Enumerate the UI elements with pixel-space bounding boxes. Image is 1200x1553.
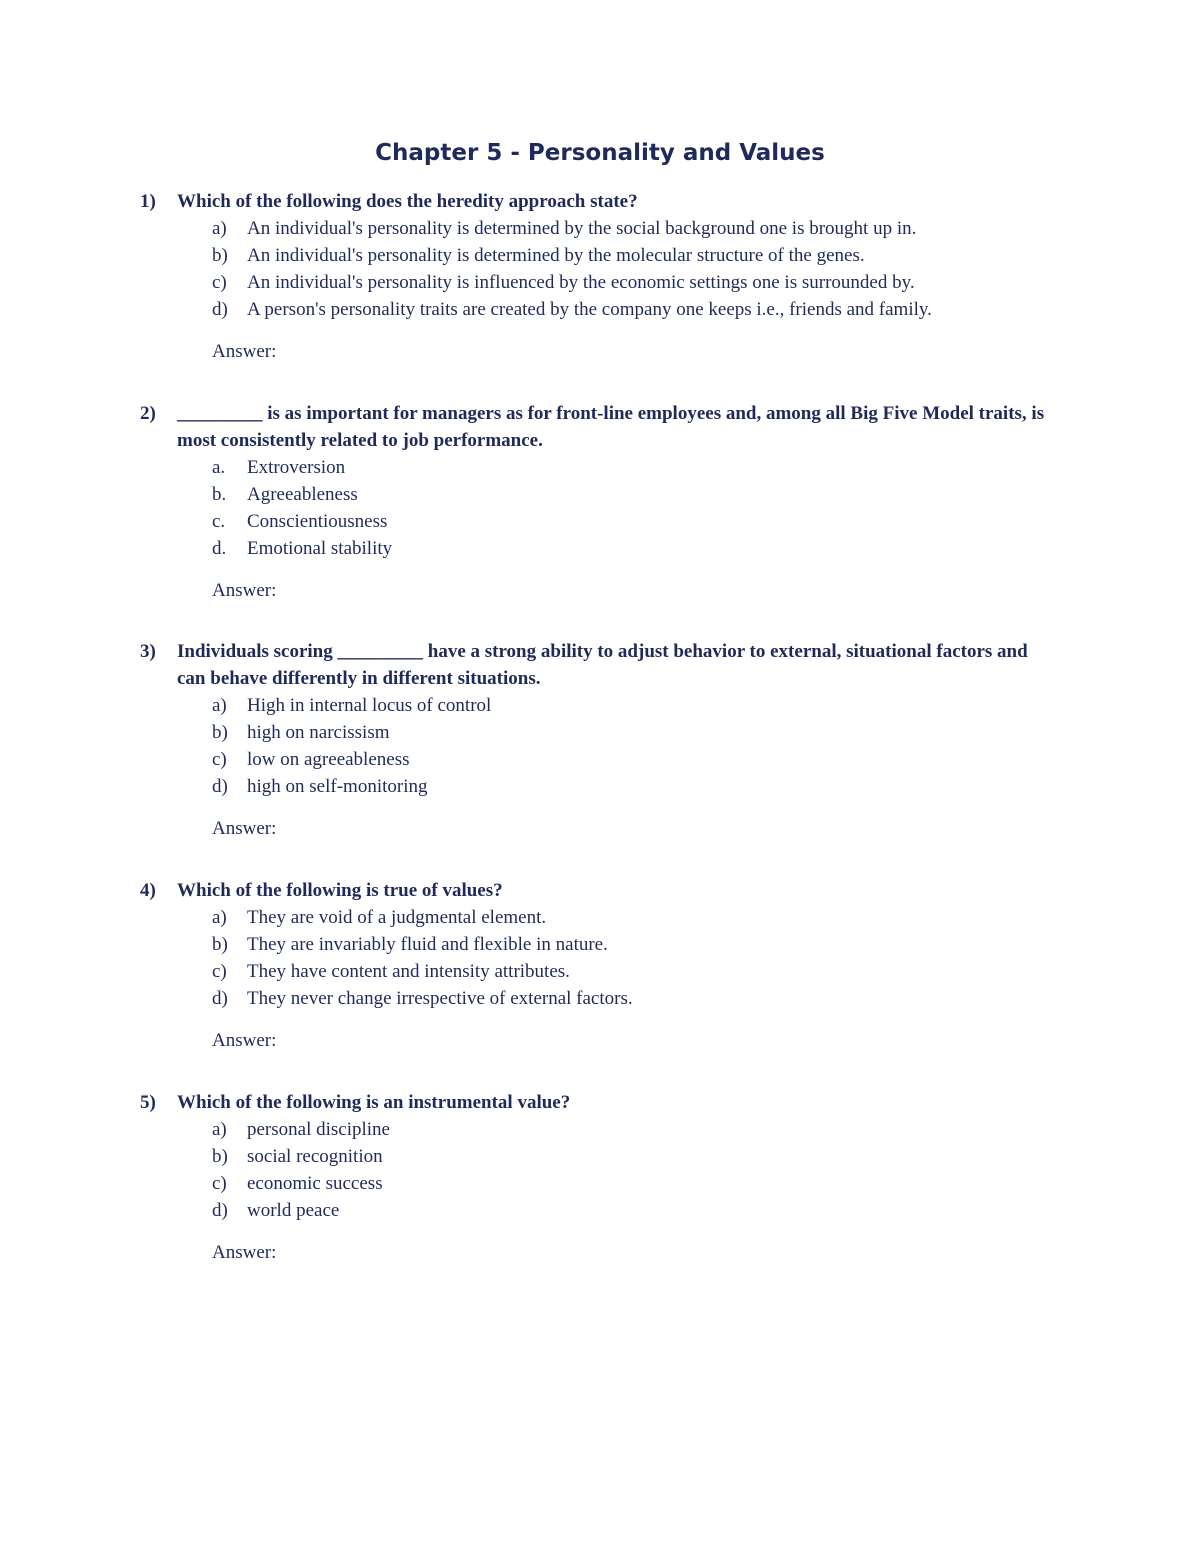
question-5 (140, 1089, 1060, 1266)
option-list (140, 904, 1060, 1012)
question-text: Individuals scoring _________ have a strong ability to adjust behavior to external, situational factors and can behave differently in different situations. (177, 641, 1028, 689)
question-number: 2) (140, 403, 156, 424)
question-number: 4) (140, 880, 156, 901)
option-letter: c) (212, 749, 227, 770)
option-item (140, 985, 1060, 1012)
option-item (140, 535, 1060, 562)
option-item (140, 269, 1060, 296)
option-letter: b) (212, 934, 228, 955)
option-list (140, 215, 1060, 323)
option-text: low on agreeableness (247, 749, 410, 770)
option-item (140, 454, 1060, 481)
question-2 (140, 400, 1060, 604)
option-letter: a) (212, 218, 227, 239)
option-letter: d) (212, 299, 228, 320)
answer-label: Answer: (212, 1030, 277, 1051)
option-letter: d) (212, 776, 228, 797)
option-text: social recognition (247, 1146, 383, 1167)
option-item (140, 904, 1060, 931)
question-number: 3) (140, 641, 156, 662)
question-text: Which of the following does the heredity approach state? (177, 191, 638, 212)
answer-label: Answer: (212, 818, 277, 839)
option-letter: a) (212, 695, 227, 716)
question-prompt (140, 1089, 1060, 1116)
option-letter: c) (212, 272, 227, 293)
option-letter: a. (212, 457, 226, 478)
question-prompt (140, 188, 1060, 215)
option-text: An individual's personality is determined by the social background one is brought up in. (247, 218, 917, 239)
option-list (140, 692, 1060, 800)
option-item (140, 1170, 1060, 1197)
option-text: economic success (247, 1173, 383, 1194)
option-text: High in internal locus of control (247, 695, 492, 716)
option-letter: c) (212, 1173, 227, 1194)
option-item (140, 1116, 1060, 1143)
answer-label: Answer: (212, 341, 277, 362)
option-item (140, 746, 1060, 773)
option-text: world peace (247, 1200, 340, 1221)
option-text: high on narcissism (247, 722, 390, 743)
option-text: An individual's personality is influenced by the economic settings one is surrounded by. (247, 272, 915, 293)
option-item (140, 481, 1060, 508)
option-item (140, 296, 1060, 323)
question-text: Which of the following is true of values? (177, 880, 503, 901)
option-text: A person's personality traits are created by the company one keeps i.e., friends and family. (247, 299, 932, 320)
question-text: Which of the following is an instrumental value? (177, 1092, 571, 1113)
option-text: They have content and intensity attributes. (247, 961, 570, 982)
option-letter: a) (212, 907, 227, 928)
question-number: 1) (140, 191, 156, 212)
option-item (140, 215, 1060, 242)
option-item (140, 773, 1060, 800)
page-title: Chapter 5 - Personality and Values (375, 140, 825, 166)
option-text: They are void of a judgmental element. (247, 907, 547, 928)
option-text: Extroversion (247, 457, 346, 478)
question-3 (140, 638, 1060, 842)
option-item (140, 1197, 1060, 1224)
option-letter: d) (212, 988, 228, 1009)
option-item (140, 242, 1060, 269)
option-list (140, 1116, 1060, 1224)
option-text: Agreeableness (247, 484, 358, 505)
option-letter: b) (212, 722, 228, 743)
answer-label: Answer: (212, 580, 277, 601)
option-item (140, 1143, 1060, 1170)
answer-label: Answer: (212, 1242, 277, 1263)
question-prompt (140, 400, 1060, 454)
option-text: Emotional stability (247, 538, 393, 559)
question-prompt (140, 877, 1060, 904)
option-letter: b. (212, 484, 227, 505)
option-text: Conscientiousness (247, 511, 388, 532)
option-text: high on self-monitoring (247, 776, 428, 797)
option-letter: b) (212, 245, 228, 266)
option-letter: d) (212, 1200, 228, 1221)
option-item (140, 931, 1060, 958)
question-1 (140, 188, 1060, 365)
question-4 (140, 877, 1060, 1054)
option-letter: c. (212, 511, 226, 532)
option-text: personal discipline (247, 1119, 390, 1140)
option-text: They never change irrespective of external factors. (247, 988, 633, 1009)
option-list (140, 454, 1060, 562)
option-item (140, 692, 1060, 719)
question-number: 5) (140, 1092, 156, 1113)
option-letter: b) (212, 1146, 228, 1167)
option-text: They are invariably fluid and flexible in nature. (247, 934, 608, 955)
option-letter: a) (212, 1119, 227, 1140)
option-item (140, 508, 1060, 535)
option-item (140, 719, 1060, 746)
option-letter: c) (212, 961, 227, 982)
option-item (140, 958, 1060, 985)
question-prompt (140, 638, 1060, 692)
option-text: An individual's personality is determined by the molecular structure of the genes. (247, 245, 865, 266)
question-text: _________ is as important for managers as for front-line employees and, among all Big Five Model traits, is most consistently related to job performance. (177, 403, 1045, 451)
option-letter: d. (212, 538, 227, 559)
